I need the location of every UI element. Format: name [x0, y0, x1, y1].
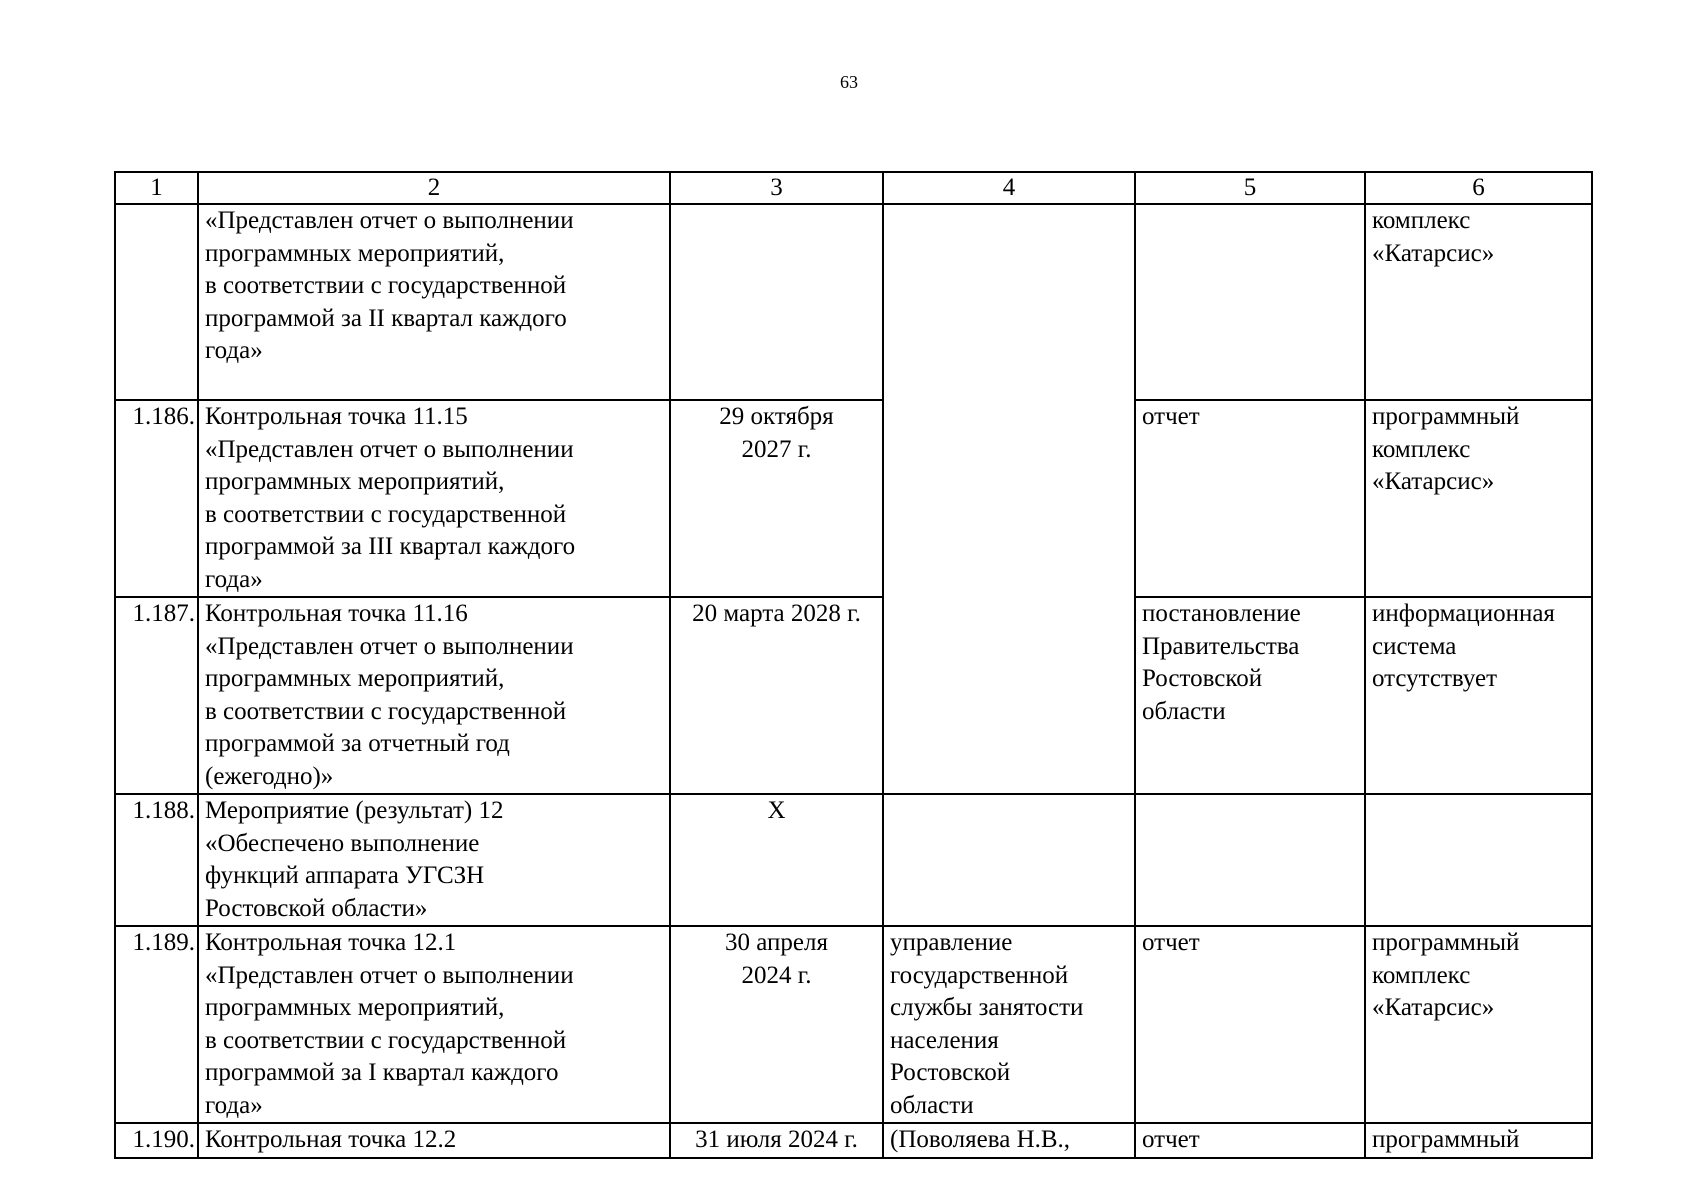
row-document-type: постановление Правительства Ростовской области	[1135, 597, 1365, 794]
page-number: 63	[840, 72, 858, 92]
row-number: 1.189.	[115, 926, 198, 1123]
row-number	[115, 204, 198, 400]
row-date	[670, 204, 883, 400]
row-name: Контрольная точка 11.15 «Представлен отчет о выполнении программных мероприятий, в соответствии с государственной программой за III квартал каждого года»	[198, 400, 670, 597]
row-info-system: комплекс «Катарсис»	[1365, 204, 1592, 400]
responsible-cell-merged	[883, 204, 1135, 794]
column-number-5: 5	[1135, 172, 1365, 204]
row-date: Х	[670, 794, 883, 926]
row-responsible	[883, 794, 1135, 926]
row-number: 1.187.	[115, 597, 198, 794]
measures-table	[114, 171, 1593, 1159]
row-number: 1.188.	[115, 794, 198, 926]
row-name: Контрольная точка 12.2	[198, 1123, 670, 1158]
table-row	[115, 794, 1592, 926]
table-row	[115, 1123, 1592, 1158]
table-row	[115, 400, 1592, 597]
row-name: Контрольная точка 12.1 «Представлен отчет о выполнении программных мероприятий, в соответствии с государственной программой за I квартал каждого года»	[198, 926, 670, 1123]
row-document-type	[1135, 204, 1365, 400]
row-number: 1.186.	[115, 400, 198, 597]
table-row	[115, 204, 1592, 400]
row-info-system: программный комплекс «Катарсис»	[1365, 926, 1592, 1123]
row-name: Контрольная точка 11.16 «Представлен отчет о выполнении программных мероприятий, в соответствии с государственной программой за отчетный год (ежегодно)»	[198, 597, 670, 794]
column-number-2: 2	[198, 172, 670, 204]
column-number-3: 3	[670, 172, 883, 204]
column-number-6: 6	[1365, 172, 1592, 204]
row-responsible: управление государственной службы занятости населения Ростовской области	[883, 926, 1135, 1123]
row-document-type: отчет	[1135, 926, 1365, 1123]
row-number: 1.190.	[115, 1123, 198, 1158]
table-row	[115, 926, 1592, 1123]
table-row	[115, 597, 1592, 794]
column-number-header-row	[115, 172, 1592, 204]
row-date: 31 июля 2024 г.	[670, 1123, 883, 1158]
row-responsible: (Поволяева Н.В.,	[883, 1123, 1135, 1158]
row-info-system: информационная система отсутствует	[1365, 597, 1592, 794]
row-date: 30 апреля 2024 г.	[670, 926, 883, 1123]
row-name: Мероприятие (результат) 12 «Обеспечено выполнение функций аппарата УГСЗН Ростовской области»	[198, 794, 670, 926]
row-name: «Представлен отчет о выполнении программных мероприятий, в соответствии с государственной программой за II квартал каждого года»	[198, 204, 670, 400]
row-document-type: отчет	[1135, 400, 1365, 597]
row-info-system	[1365, 794, 1592, 926]
column-number-1: 1	[115, 172, 198, 204]
row-date: 29 октября 2027 г.	[670, 400, 883, 597]
row-info-system: программный комплекс «Катарсис»	[1365, 400, 1592, 597]
row-document-type	[1135, 794, 1365, 926]
column-number-4: 4	[883, 172, 1135, 204]
row-info-system: программный	[1365, 1123, 1592, 1158]
row-date: 20 марта 2028 г.	[670, 597, 883, 794]
row-document-type: отчет	[1135, 1123, 1365, 1158]
